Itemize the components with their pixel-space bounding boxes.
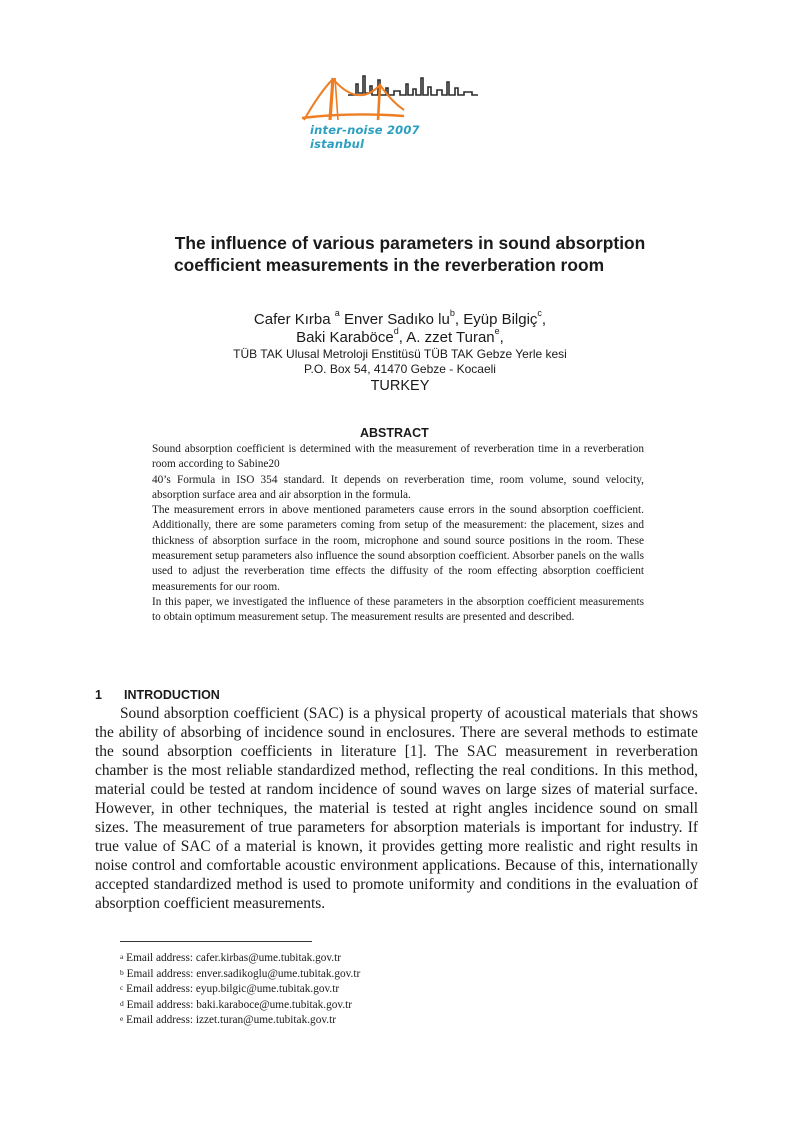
author-line — [140, 308, 660, 328]
abstract-heading: ABSTRACT — [360, 426, 429, 440]
footnote-mark: e — [120, 1014, 124, 1023]
affiliation-mark: b — [449, 308, 455, 318]
footnote-mark: b — [120, 967, 124, 977]
footnote — [120, 967, 680, 983]
footnote — [120, 951, 680, 967]
title-line: coefficient measurements in the reverberation room — [173, 255, 605, 275]
footnote-text: Email address: cafer.kirbas@ume.tubitak.gov.tr — [123, 952, 342, 964]
footnote-text: Email address: izzet.turan@ume.tubitak.gov.tr — [123, 1014, 336, 1026]
title-line: The influence of various parameters in sound absorption — [174, 233, 646, 253]
footnote-mark: d — [120, 998, 124, 1008]
affiliation-mark: d — [393, 326, 399, 336]
author-name: Cafer Kırba — [253, 311, 335, 328]
abstract-body — [152, 442, 644, 626]
footnote-mark: c — [120, 983, 124, 992]
introduction-paragraph: Sound absorption coefficient (SAC) is a physical property of acoustical materials that shows the ability of absorbing of incidence sound in enclosures. There are several methods to estimate the sound absorption coefficients in literature [1]. The SAC measurement in reverberation chamber is the most reliable standardized method, reflecting the real conditions. In this method, material could be tested at random incidence of sound waves on large sizes of material surface. However, in other techniques, the material is tested at right angles incidence sound on small sizes. The measurement of true parameters for absorption materials is important for industry. If true value of SAC of a material is known, it provides getting more realistic and right results in noise control and comfortable acoustic environment applications. Because of this, internationally accepted standardized method is used to promote uniformity and conditions in the evaluation of absorption coefficient measurements. — [95, 705, 698, 912]
author-separator: , — [454, 311, 464, 328]
footnote — [120, 998, 680, 1014]
footnote-mark: a — [120, 952, 124, 961]
paper-title — [100, 232, 720, 276]
section-number: 1 — [95, 688, 102, 702]
footnote-text: Email address: eyup.bilgic@ume.tubitak.gov.tr — [123, 983, 340, 995]
affiliation-mark: c — [537, 308, 542, 318]
author-separator: , — [541, 311, 547, 328]
affiliation-address: P.O. Box 54, 41470 Gebze - Kocaeli — [304, 362, 496, 376]
logo-caption: inter-noise 2007 istanbul — [310, 123, 420, 151]
section-title: INTRODUCTION — [124, 688, 220, 702]
author-name: Baki Karaböce — [296, 329, 394, 346]
abstract-paragraph: In this paper, we investigated the influence of these parameters in the absorption coefficient measurements to obtain optimum measurement setup. The measurement results are presented and described. — [152, 595, 644, 624]
abstract-paragraph: The measurement errors in above mentioned parameters cause errors in the sound absorption coefficient. Additionally, there are some parameters coming from setup of the measurement: the placement, sizes and thickness of absorption surface in the room, microphone and sound source positions in the room. These measurement setup parameters also influence the sound absorption coefficient. Absorber panels on the walls used to adjust the reverberation time effects the diffusity of the room effecting absorption coefficient measurements for our room. — [152, 504, 644, 593]
abstract-paragraph: Sound absorption coefficient is determined with the measurement of reverberation time in a reverberation room according to Sabine20 — [152, 443, 644, 471]
affiliation-institute: TÜB TAK Ulusal Metroloji Enstitüsü TÜB TAK Gebze Yerle kesi — [233, 347, 567, 361]
footnote — [120, 1013, 680, 1029]
footnotes — [120, 951, 680, 1029]
author-separator: , — [499, 329, 504, 346]
author-line — [140, 326, 660, 346]
affiliation-mark: e — [494, 326, 500, 336]
section-heading — [95, 688, 220, 702]
footnote — [120, 982, 680, 998]
author-name: A. zzet Turan — [406, 329, 495, 346]
affiliation-country: TURKEY — [370, 378, 430, 394]
abstract-paragraph: 40’s Formula in ISO 354 standard. It depends on reverberation time, room volume, sound velocity, absorption surface area and air absorption in the formula. — [152, 473, 644, 501]
affiliation-mark: a — [334, 308, 340, 318]
footnote-rule — [120, 941, 312, 942]
author-name: Eyüp Bilgiç — [463, 311, 538, 328]
author-separator: , — [398, 329, 407, 346]
footnote-text: Email address: baki.karaboce@ume.tubitak.gov.tr — [123, 998, 353, 1011]
author-name: Enver Sadıko lu — [343, 311, 450, 328]
footnote-text: Email address: enver.sadikoglu@ume.tubitak.gov.tr — [123, 967, 361, 980]
